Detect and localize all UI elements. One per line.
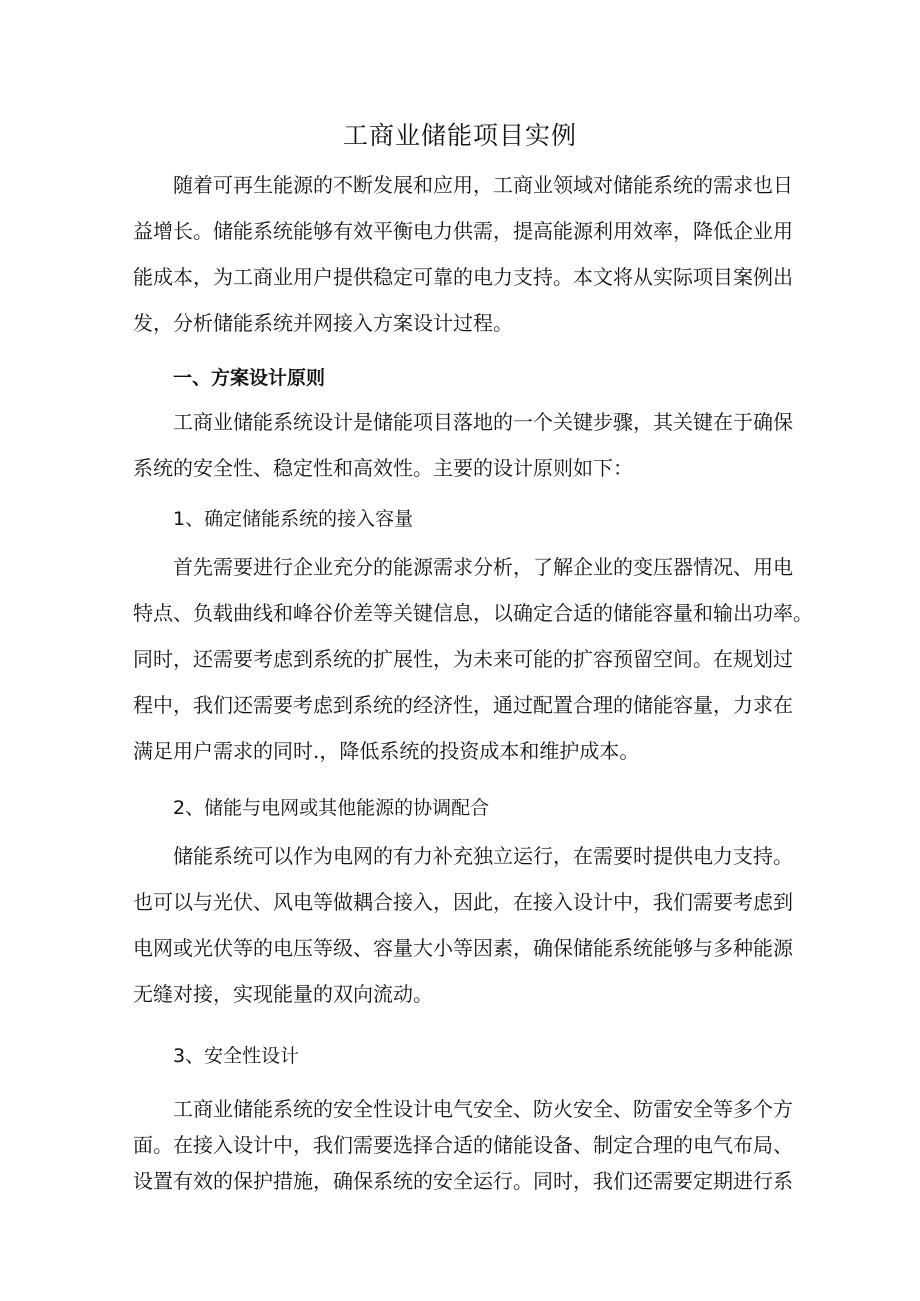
text-line: 能成本，为工商业用户提供稳定可靠的电力支持。本文将从实际项目案例出: [133, 265, 793, 289]
heading-text: 2、储能与电网或其他能源的协调配合: [173, 797, 490, 819]
sub3-heading: [133, 1033, 803, 1079]
sub1-heading: [133, 496, 803, 542]
sub3-paragraph: [133, 1091, 803, 1199]
text-line: 满足用户需求的同时.，降低系统的投资成本和维护成本。: [133, 739, 640, 763]
text-line: 系统的安全性、稳定性和高效性。主要的设计原则如下：: [133, 456, 633, 480]
section1-intro-paragraph: [133, 399, 803, 491]
text-line: 工商业储能系统设计是储能项目落地的一个关键步骤，其关键在于确保: [173, 410, 793, 434]
heading-text: 3、安全性设计: [173, 1045, 300, 1067]
text-line: 电网或光伏等的电压等级、容量大小等因素，确保储能系统能够与多种能源: [133, 936, 793, 960]
text-line: 程中，我们还需要考虑到系统的经济性，通过配置合理的储能容量，力求在: [133, 693, 793, 717]
text-line: 益增长。储能系统能够有效平衡电力供需，提高能源利用效率，降低企业用: [133, 219, 793, 243]
text-line: 设置有效的保护措施，确保系统的安全运行。同时，我们还需要定期进行系: [133, 1169, 793, 1193]
text-line: 首先需要进行企业充分的能源需求分析，了解企业的变压器情况、用电: [173, 555, 793, 579]
sub2-heading: [133, 785, 803, 831]
sub2-paragraph: [133, 833, 803, 1017]
text-line: 面。在接入设计中，我们需要选择合适的储能设备、制定合理的电气布局、: [133, 1133, 793, 1157]
text-line: 发，分析储能系统并网接入方案设计过程。: [133, 311, 513, 335]
text-line: 随着可再生能源的不断发展和应用，工商业领域对储能系统的需求也日: [173, 173, 793, 197]
heading-text: 1、确定储能系统的接入容量: [173, 508, 414, 530]
text-line: 也可以与光伏、风电等做耦合接入，因此，在接入设计中，我们需要考虑到: [133, 890, 793, 914]
text-line: 特点、负载曲线和峰谷价差等关键信息，以确定合适的储能容量和输出功率。: [133, 601, 813, 625]
text-line: 无缝对接，实现能量的双向流动。: [133, 982, 433, 1006]
text-line: 储能系统可以作为电网的有力补充独立运行，在需要时提供电力支持。: [173, 844, 793, 868]
intro-paragraph: [133, 162, 803, 346]
text-line: 同时，还需要考虑到系统的扩展性，为未来可能的扩容预留空间。在规划过: [133, 647, 793, 671]
sub1-paragraph: [133, 544, 813, 774]
heading-text: 一、方案设计原则: [173, 367, 326, 389]
section1-heading: [133, 355, 803, 401]
text-line: 工商业储能系统的安全性设计电气安全、防火安全、防雷安全等多个方: [173, 1097, 793, 1121]
page-title: 工商业储能项目实例: [342, 121, 577, 150]
